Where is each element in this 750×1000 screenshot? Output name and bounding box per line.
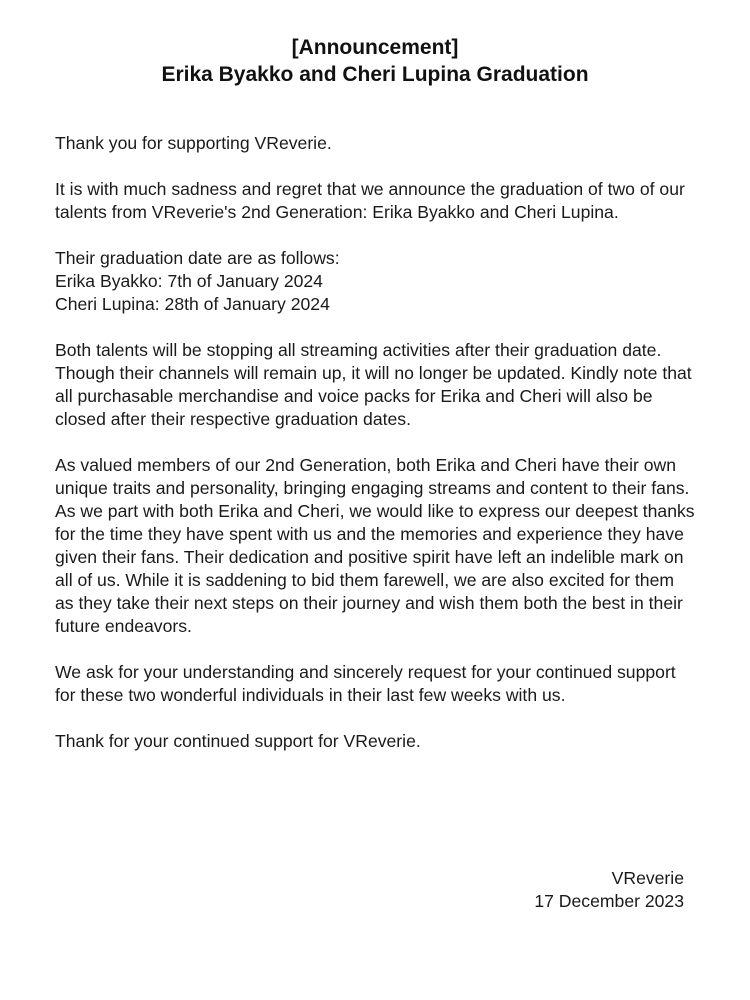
paragraph-greeting: Thank you for supporting VReverie. <box>55 133 332 153</box>
paragraph-thanks-talents: As valued members of our 2nd Generation, both Erika and Cheri have their own unique traits and personality, bringing engaging streams and content to their fans. As we part with both Erika and Cheri, we would like to express our deepest thanks for the time they have spent with us and the memories and experience they have given their fans. Their dedication and positive spirit have left an indelible mark on all of us. While it is saddening to bid them farewell, we are also excited for them as they take their next steps on their journey and wish them both the best in their future endeavors. <box>55 455 695 636</box>
title-tag: [Announcement] <box>291 36 459 59</box>
paragraph-request-support: We ask for your understanding and sincerely request for your continued support for these two wonderful individuals in their last few weeks with us. <box>55 662 676 705</box>
paragraph-graduation-notice: It is with much sadness and regret that we announce the graduation of two of our talents from VReverie's 2nd Generation: Erika Byakko and Cheri Lupina. <box>55 179 685 222</box>
signature-org: VReverie <box>611 868 684 888</box>
date-cheri: Cheri Lupina: 28th of January 2024 <box>55 294 330 314</box>
signature-date: 17 December 2023 <box>534 891 684 911</box>
date-erika: Erika Byakko: 7th of January 2024 <box>55 271 323 291</box>
signature-block <box>534 867 684 913</box>
announcement-body <box>55 132 695 776</box>
dates-intro: Their graduation date are as follows: <box>55 248 340 268</box>
announcement-title <box>0 34 750 88</box>
title-heading: Erika Byakko and Cheri Lupina Graduation <box>161 63 589 86</box>
paragraph-streaming-stop: Both talents will be stopping all streaming activities after their graduation date. Though their channels will remain up, it will no longer be updated. Kindly note that all purchasable merchandise and voice packs for Erika and Cheri will also be closed after their respective graduation dates. <box>55 340 692 429</box>
paragraph-graduation-dates <box>55 247 695 316</box>
paragraph-closing: Thank for your continued support for VReverie. <box>55 731 421 751</box>
